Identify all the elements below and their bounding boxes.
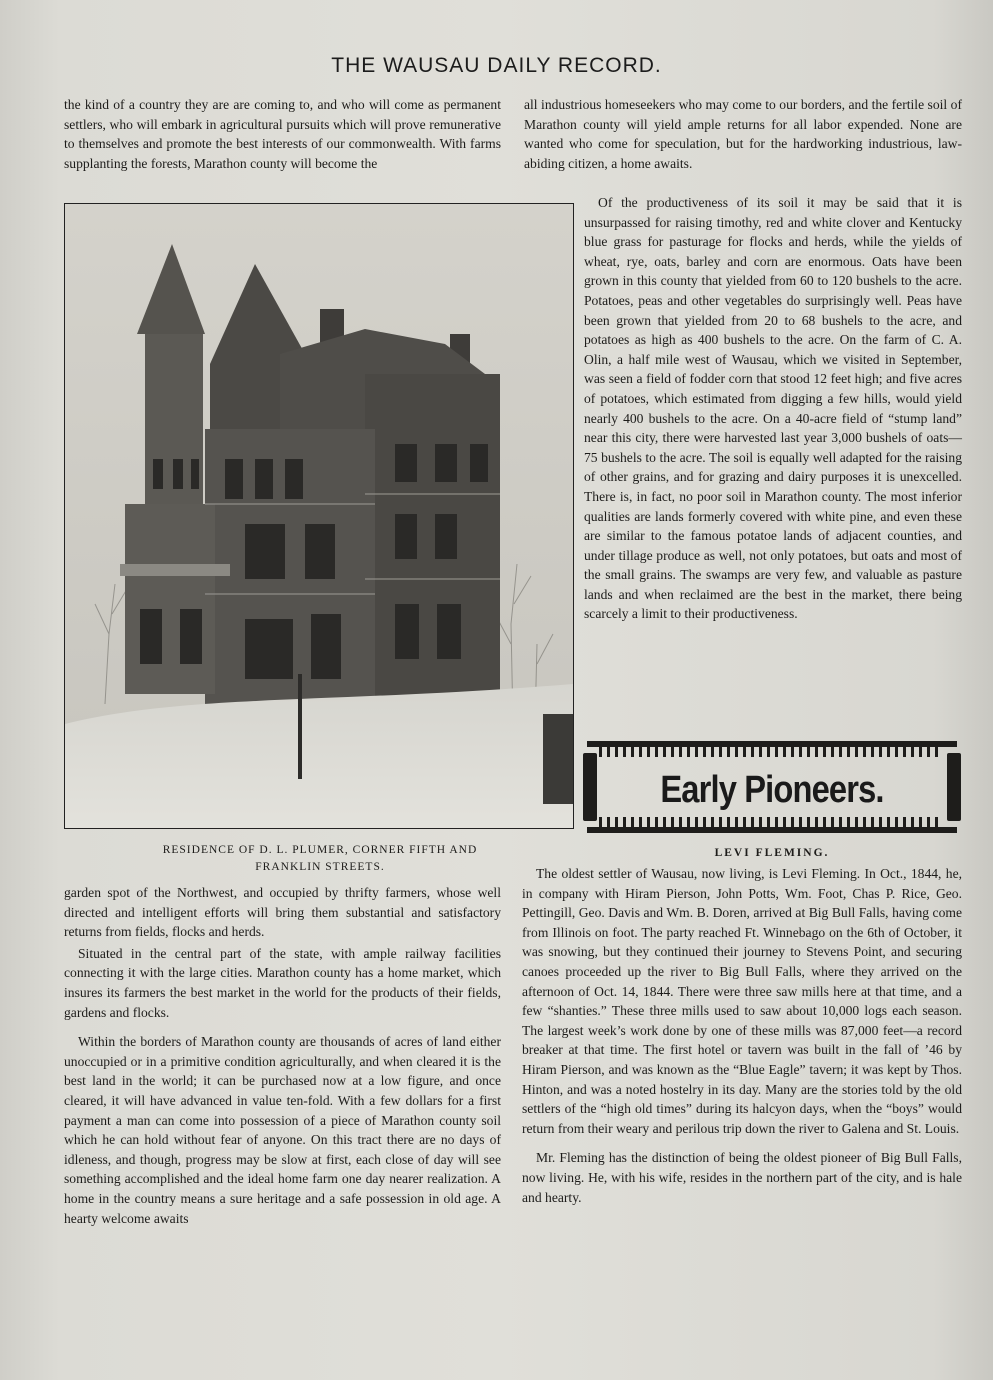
paragraph: garden spot of the Northwest, and occupied by thrifty farmers, whose well directed and intelligent efforts will bring them substantial and satisfactory returns from fields, flocks and herds. (64, 885, 501, 940)
section-byline: LEVI FLEMING. (714, 847, 830, 859)
paragraph: The oldest settler of Wausau, now living, is Levi Fleming. In Oct., 1844, he, in company with Hiram Pierson, John Potts, Wm. Foot, Chas P. Rice, Geo. Pettingill, Geo. Davis and Wm. B. Doren, arrived at Big Bull Falls, having come from Illinois on foot. The party reached Ft. Winnebago on the 6th of October, it was snowing, but they continued their journey to Stevens Point, and securing canoes proceeded up the river to Big Bull Falls, where they arrived on the afternoon of Oct. 14, 1844. There were three saw mills here at that time, and a few “shanties.” These three mills used to saw about 10,000 logs each season. The largest week’s work done by one of these mills was 87,000 feet—a record breaker at that time. The first hotel or tavern was built in the fall of ’46 by Hiram Pierson, and was known as the “Blue Eagle” tavern; it was kept by Thos. Hinton, and was a noted hostelry in its day. Many are the stories told by the old settlers of the “high old times” during its halcyon days, when the “boys” would return from their weary and perilous trip down the river to Galena and St. Louis. (522, 866, 962, 1136)
right-column-bottom-text (522, 864, 962, 1207)
paragraph: the kind of a country they are are coming to, and who will come as permanent settlers, who will embark in agricultural pursuits which will prove remunerative to themselves and promote the best interests of our commonwealth. With farms supplanting the forests, Marathon county will become the (64, 97, 501, 171)
paragraph: Mr. Fleming has the distinction of being the oldest pioneer of Big Bull Falls, now living. He, with his wife, resides in the northern part of the city, and is hale and hearty. (522, 1150, 962, 1205)
masthead: THE WAUSAU DAILY RECORD. (331, 54, 662, 77)
right-column-top-text (524, 95, 962, 173)
residence-photo (64, 203, 574, 829)
paragraph: Within the borders of Marathon county are thousands of acres of land either unoccupied or in a primitive condition agriculturally, and when cleared it is the best land in the world; it can be purchased now at a low figure, and once cleared, it will have advanced in value ten-fold. With a few dollars for a first payment a man can come into possession of a piece of Marathon county soil which he can hold without fear of anyone. On this tract there are no days of idleness, and though, progress may be slow at first, each close of day will see something accomplished and the ideal home farm one day nearer realization. A home in the country means a sure heritage and a safe possession in old age. A hearty welcome awaits (64, 1034, 501, 1226)
caption-line: RESIDENCE OF D. L. PLUMER, CORNER FIFTH AND (162, 844, 478, 856)
section-title: Early Pioneers. (660, 769, 884, 811)
paragraph: Of the productiveness of its soil it may be said that it is unsurpassed for raising timothy, red and white clover and Kentucky blue grass for pasturage for flocks and herds, while the yields of wheat, rye, oats, barley and corn are enormous. Oats have been grown in this county that yielded from 60 to 120 bushels to the acre. Potatoes, peas and other vegetables do surprisingly well. Peas have been grown that yielded from 20 to 68 bushels to the acre, and potatoes as high as 400 bushels to the acre. On the farm of C. A. Olin, a half mile west of Wausau, which we visited in September, was seen a field of fodder corn that stood 12 feet high; and five acres of potatoes, which estimated from digging a few hills, would yield nearly 400 bushels to the acre. On a 40-acre field of “stump land” near this city, there were harvested last year 3,000 bushels of oats—75 bushels to the acre. The soil is equally well adapted for the raising of other grains, and for grazing and dairy purposes it is unexcelled. There is, in fact, no poor soil in Marathon county. The most inferior qualities are lands formerly covered with white pine, and even these are similar to the famous potatoe lands of adjacent counties, and under tillage produce as well, not only potatoes, but oats and most of the small grains. The swamps are very few, and valuable as pasture lands and when reclaimed are the best in the market, there being scarcely a limit to their productiveness. (584, 195, 962, 622)
photo-caption (100, 842, 540, 876)
left-column-top-text (64, 95, 501, 173)
house-illustration (65, 204, 573, 828)
left-column-bottom-text (64, 883, 501, 1228)
paragraph: Situated in the central part of the state, with ample railway facilities connecting it with the large cities. Marathon county has a home market, which insures its farmers the best market in the world for the products of their fields, gardens and flocks. (64, 945, 501, 1020)
caption-line: FRANKLIN STREETS. (255, 861, 385, 873)
early-pioneers-banner (583, 735, 961, 841)
right-column-soil-text (584, 193, 962, 624)
paragraph: all industrious homeseekers who may come to our borders, and the fertile soil of Marathon county will yield ample returns for all labor expended. None are wanted who come for speculation, but for the hardworking industrious, law-abiding citizen, a home awaits. (524, 97, 962, 171)
